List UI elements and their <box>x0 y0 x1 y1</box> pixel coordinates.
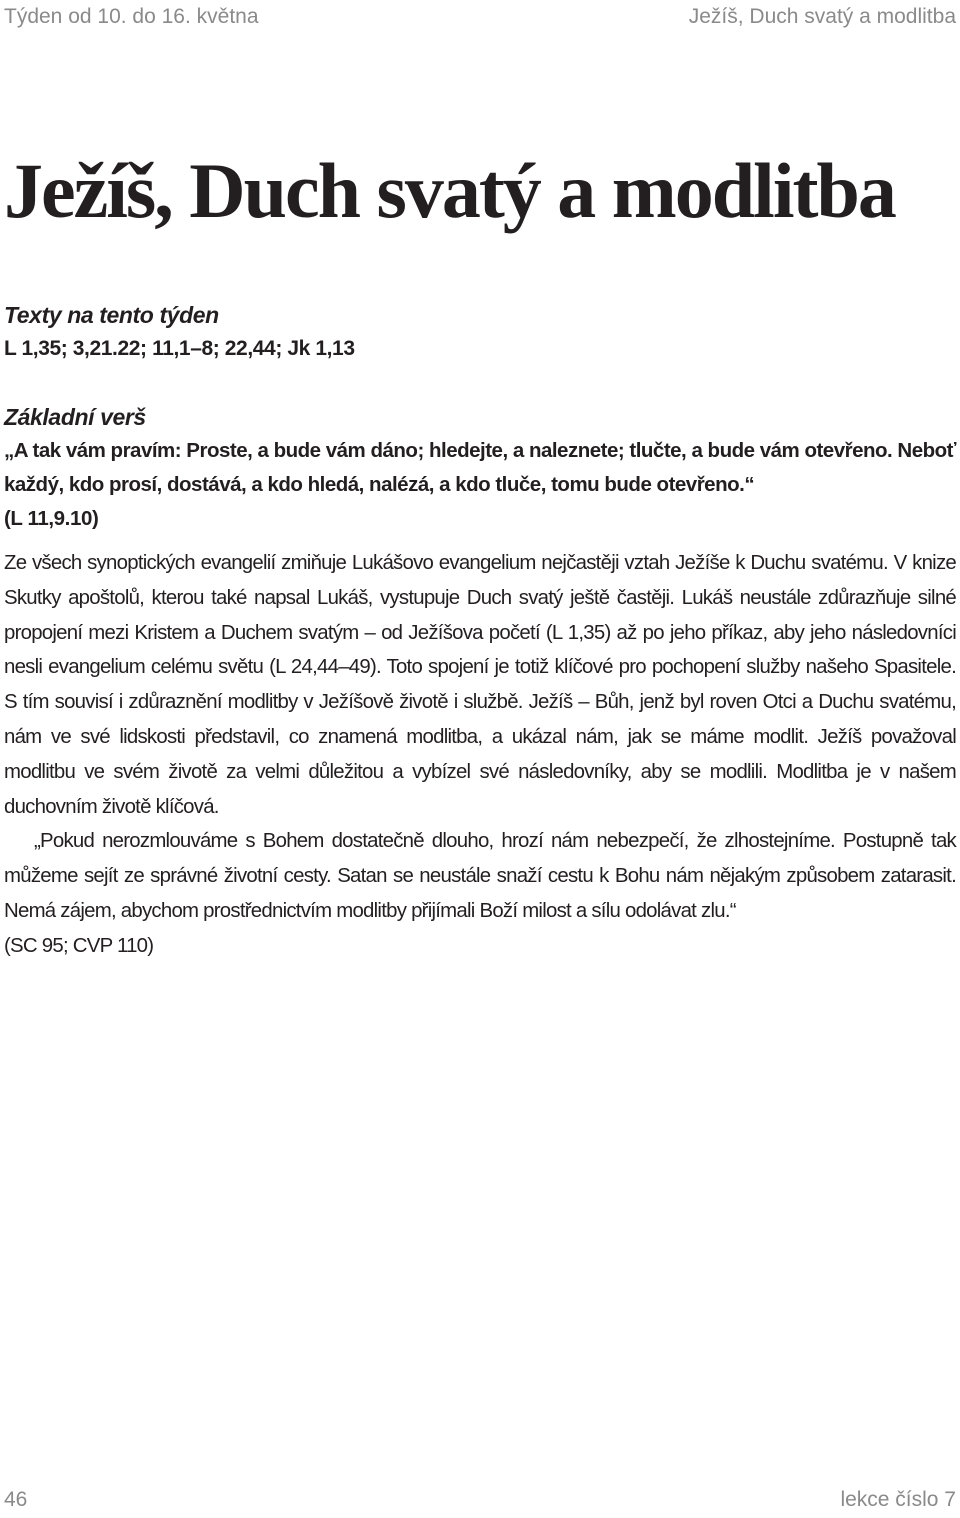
texts-references: L 1,35; 3,21.22; 11,1–8; 22,44; Jk 1,13 <box>4 337 355 360</box>
key-verse-reference: (L 11,9.10) <box>4 507 99 530</box>
body-paragraph-2-reference: (SC 95; CVP 110) <box>4 934 154 957</box>
page-number: 46 <box>4 1488 28 1511</box>
page-title: Ježíš, Duch svatý a modlitba <box>4 147 895 234</box>
lesson-number: lekce číslo 7 <box>840 1488 956 1511</box>
header-week-range: Týden od 10. do 16. května <box>4 5 259 28</box>
running-header <box>4 2 956 32</box>
header-lesson-title: Ježíš, Duch svatý a modlitba <box>688 5 956 28</box>
key-verse-text: „A tak vám pravím: Proste, a bude vám dáno; hledejte, a naleznete; tlučte, a bude vám otevřeno. Neboť každý, kdo prosí, dostává, a kdo hledá, nalézá, a kdo tluče, tomu bude otevřeno.“ <box>4 439 956 496</box>
lesson-content <box>4 298 956 964</box>
key-verse-label: Základní verš <box>4 404 146 430</box>
running-footer <box>4 1482 956 1518</box>
texts-label: Texty na tento týden <box>4 302 219 328</box>
body-paragraph-1: Ze všech synoptických evangelií zmiňuje Lukášovo evangelium nejčastěji vztah Ježíše k Duchu svatému. V knize Skutky apoštolů, kterou také napsal Lukáš, vystupuje Duch svatý ještě častěji. Lukáš neustále zdůrazňuje silné propojení mezi Kristem a Duchem svatým – od Ježíšova početí (L 1,35) až po jeho příkaz, aby jeho následovníci nesli evangelium celému světu (L 24,44–49). Toto spojení je totiž klíčové pro pochopení služby našeho Spasitele. S tím souvisí i zdůraznění modlitby v Ježíšově životě i službě. Ježíš – Bůh, jenž byl roven Otci a Duchu svatému, nám ve své lidskosti představil, co znamená modlitba, a ukázal nám, jak se máme modlit. Ježíš považoval modlitbu ve svém životě za velmi důležitou a vybízel své následovníky, aby se modlili. Modlitba je v našem duchovním životě klíčová. <box>4 552 956 818</box>
body-paragraph-2: „Pokud nerozmlouváme s Bohem dostatečně dlouho, hrozí nám nebezpečí, že zlhostejníme. Postupně tak můžeme sejít ze správné životní cesty. Satan se neustále snaží cestu k Bohu nám nějakým způsobem zatarasit. Nemá zájem, abychom prostřednictvím modlitby přijímali Boží milost a sílu odolávat zlu.“ <box>4 830 956 922</box>
